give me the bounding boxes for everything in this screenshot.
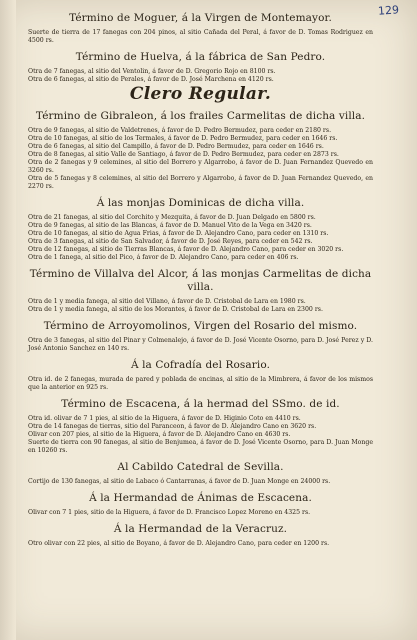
entry-paragraph: Otra de 10 fanegas, al sitio de Agua Frias, á favor de D. Alejandro Cano, para ceder en 1310 rs. <box>28 230 329 237</box>
entry-paragraph: Otra de 5 fanegas y 8 celemines, al sitio del Borrero y Algarrobo, á favor de D. Juan Fernandez Quevedo, en 2270 rs. <box>28 175 373 190</box>
section-heading: Término de Moguer, á la Virgen de Montemayor. <box>69 12 332 24</box>
page-binding-edge <box>0 0 16 640</box>
entry-paragraph: Suerte de tierra con 90 fanegas, al sitio de Benjumea, á favor de D. José Vicente Osorno, para D. Juan Monge en 10260 rs. <box>28 439 373 454</box>
section-heading: Á la Cofradía del Rosario. <box>130 359 271 371</box>
section-heading: Al Cabildo Catedral de Sevilla. <box>117 461 284 473</box>
entry-paragraph: Otra de 6 fanegas, al sitio del Campillo, á favor de D. Pedro Bermudez, para ceder en 1646 rs. <box>28 143 324 150</box>
section-heading: Á la Hermandad de la Veracruz. <box>113 523 288 535</box>
entry-paragraph: Otra de 6 fanegas, al sitio de Perales, á favor de D. José Marchena en 4120 rs. <box>28 76 274 83</box>
entry-paragraph: Suerte de tierra de 17 fanegas con 204 pinos, al sitio Cañada del Peral, á favor de D. Tomas Rodriguez en 4500 rs. <box>28 29 373 44</box>
entry-paragraph: Otra de 8 fanegas, al sitio Valle de Santiago, á favor de D. Pedro Bermudez, para ceder en 2873 rs. <box>28 151 339 158</box>
entry-paragraph: Olivar con 7 1 pies, sitio de la Higuera, á favor de D. Francisco Lopez Moreno en 4325 rs. <box>28 509 311 516</box>
entry-paragraph: Otra de 9 fanegas, al sitio de las Blancas, á favor de D. Manuel Vito de la Vega en 3420 rs. <box>28 222 312 229</box>
section-heading: Á las monjas Dominicas de dicha villa. <box>96 197 305 209</box>
entry-paragraph: Olivar con 207 pies, al sitio de la Higuera, á favor de D. Alejandro Cano en 4630 rs. <box>28 431 291 438</box>
entry-paragraph: Otra de 14 fanegas de tierras, sitio del Paranceon, á favor de D. Alejandro Cano en 3620 rs. <box>28 423 317 430</box>
entry-paragraph: Otra de 3 fanegas, al sitio del Pinar y Colmenalejo, á favor de D. José Vicente Osorno, para D. José Perez y D. José Antonio Sanchez en 140 rs. <box>28 337 373 352</box>
entry-paragraph: Otro olivar con 22 pies, al sitio de Boyano, á favor de D. Alejandro Cano, para ceder en 1200 rs. <box>28 540 330 547</box>
entry-paragraph: Otra de 12 fanegas, al sitio de Tierras Blancas, á favor de D. Alejandro Cano, para ceder en 3020 rs. <box>28 246 344 253</box>
entry-paragraph: Otra de 10 fanegas, al sitio de los Termales, á favor de D. Pedro Bermudez, para ceder en 1646 rs. <box>28 135 338 142</box>
entry-paragraph: Otra de 21 fanegas, al sitio del Corchito y Mezquita, á favor de D. Juan Delgado en 5800 rs. <box>28 214 316 221</box>
section-heading: Término de Gibraleon, á los frailes Carmelitas de dicha villa. <box>35 110 366 122</box>
entry-paragraph: Otra de 7 fanegas, al sitio del Ventolin, á favor de D. Gregorio Rojo en 8100 rs. <box>28 68 276 75</box>
document-body <box>28 6 373 548</box>
section-heading: Á la Hermandad de Ánimas de Escacena. <box>89 492 312 504</box>
section-heading: Término de Escacena, á la hermad del SSmo. de id. <box>61 398 340 410</box>
entry-paragraph: Otra de 1 y media fanega, al sitio del Villano, á favor de D. Cristobal de Lara en 1980 rs. <box>28 298 306 305</box>
entry-paragraph: Cortijo de 130 fanegas, al sitio de Labaco ó Cantarranas, á favor de D. Juan Monge en 24000 rs. <box>28 478 331 485</box>
entry-paragraph: Otra id. de 2 fanegas, murada de pared y poblada de encinas, al sitio de la Mimbrera, á favor de los mismos que la anterior en 925 rs. <box>28 376 373 391</box>
chapter-title: Clero Regular. <box>129 84 272 104</box>
section-heading: Término de Huelva, á la fábrica de San Pedro. <box>75 51 326 63</box>
entry-paragraph: Otra de 9 fanegas, al sitio de Valdetrenes, á favor de D. Pedro Bermudez, para ceder en 2180 rs. <box>28 127 332 134</box>
entry-paragraph: Otra de 2 fanegas y 9 celemines, al sitio del Borrero y Algarrobo, á favor de D. Juan Fernandez Quevedo en 3260 rs. <box>28 159 373 174</box>
section-heading: Término de Villalva del Alcor, á las monjas Carmelitas de dicha villa. <box>29 268 372 293</box>
entry-paragraph: Otra de 1 fanega, al sitio del Pico, á favor de D. Alejandro Cano, para ceder en 406 rs. <box>28 254 299 261</box>
section-heading: Término de Arroyomolinos, Virgen del Rosario del mismo. <box>43 320 358 332</box>
entry-paragraph: Otra de 1 y media fanega, al sitio de los Morantes, á favor de D. Cristobal de Lara en 2300 rs. <box>28 306 323 313</box>
entry-paragraph: Otra de 3 fanegas, al sitio de San Salvador, á favor de D. José Reyes, para ceder en 542 rs. <box>28 238 313 245</box>
folio-number: 129 <box>377 3 400 18</box>
entry-paragraph: Otra id. olivar de 7 1 pies, al sitio de la Higuera, á favor de D. Higinio Coto en 4410 rs. <box>28 415 301 422</box>
